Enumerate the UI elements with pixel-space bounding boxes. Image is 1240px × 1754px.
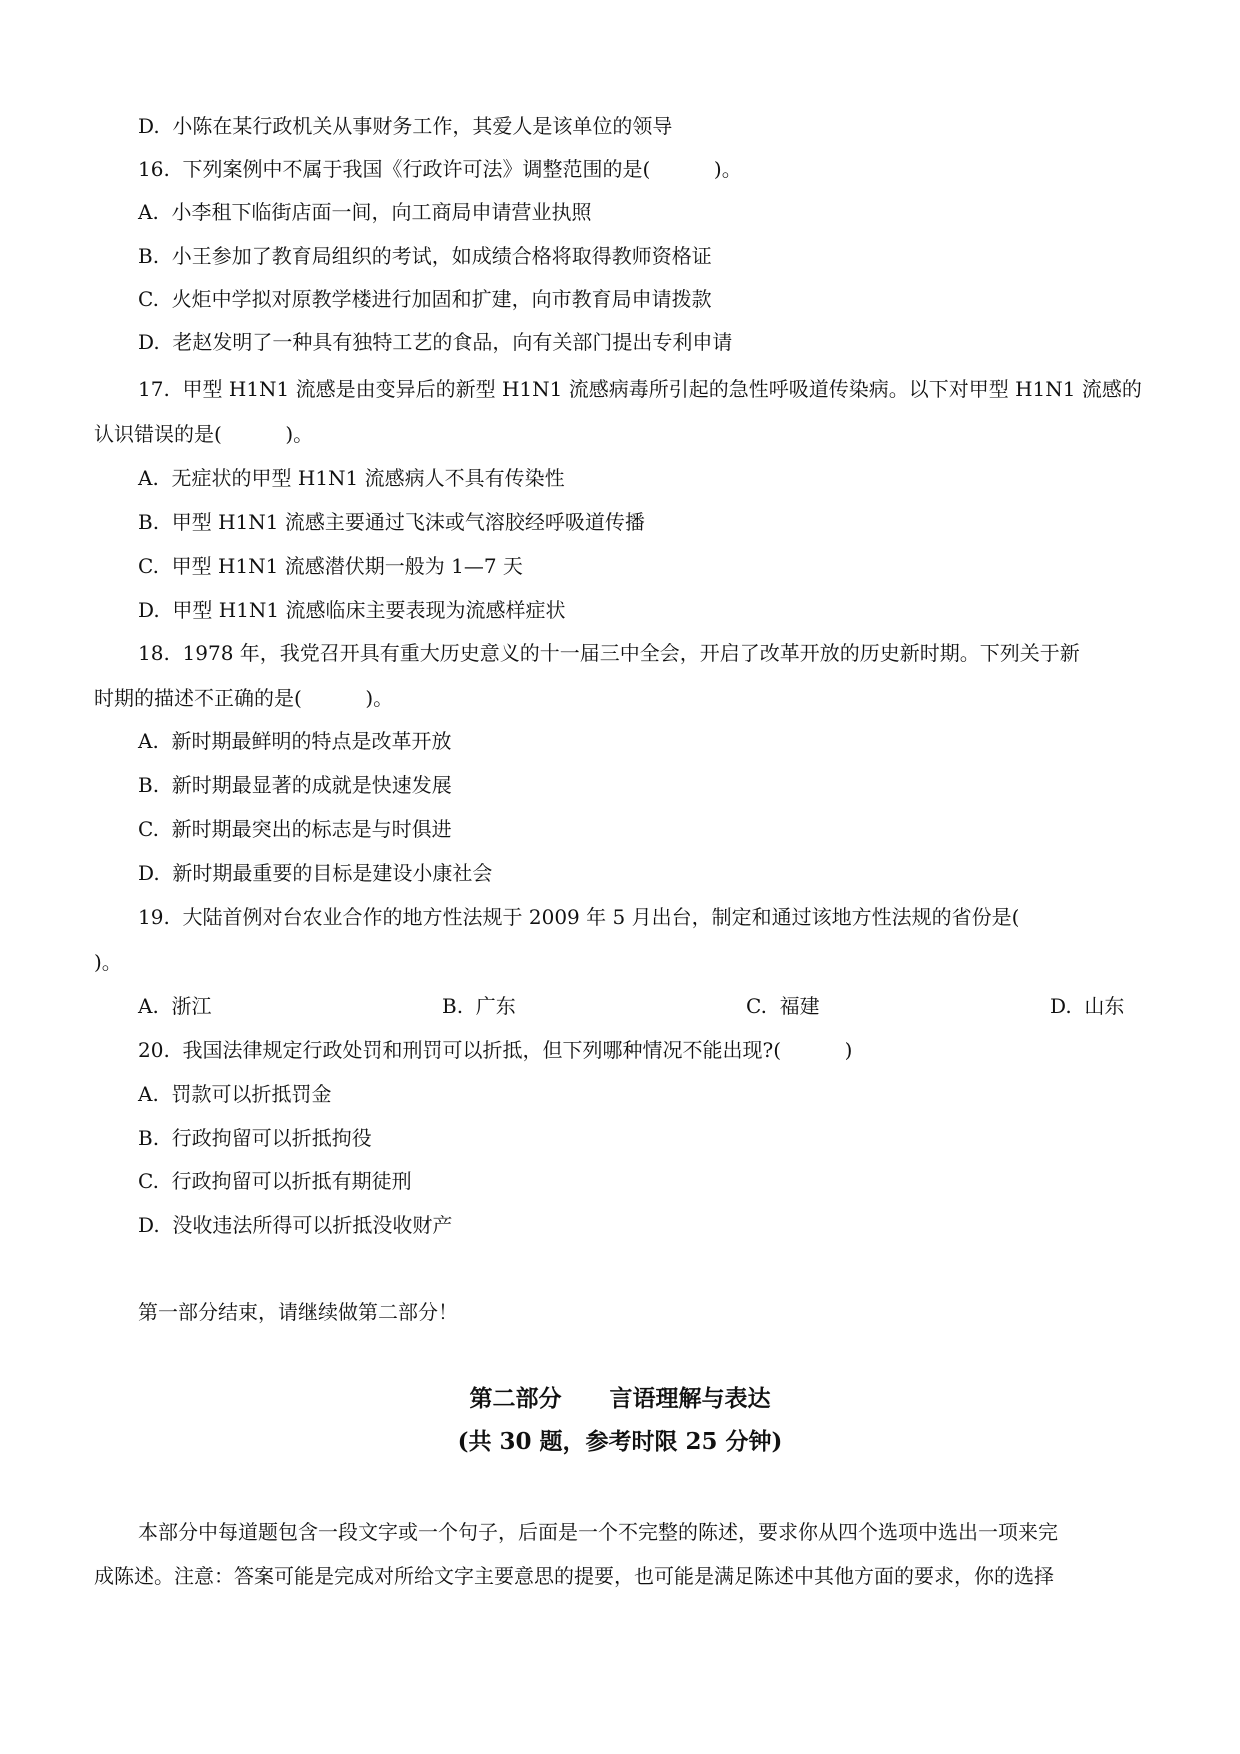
q19-stem-line1: 19. 大陆首例对台农业合作的地方性法规于 2009 年 5 月出台，制定和通过该地方性法规的省份是( bbox=[138, 905, 1020, 929]
q20-option-c: C. 行政拘留可以折抵有期徒刑 bbox=[138, 1169, 412, 1193]
part-two-intro-line1: 本部分中每道题包含一段文字或一个句子，后面是一个不完整的陈述，要求你从四个选项中选出一项来完 bbox=[138, 1520, 1058, 1544]
q17-option-d: D. 甲型 H1N1 流感临床主要表现为流感样症状 bbox=[138, 598, 566, 622]
q20-option-a: A. 罚款可以折抵罚金 bbox=[138, 1082, 332, 1106]
part-two-title: 第二部分 言语理解与表达 bbox=[469, 1385, 771, 1412]
q19-option-d: D. 山东 bbox=[1050, 994, 1125, 1018]
q18-option-a: A. 新时期最鲜明的特点是改革开放 bbox=[138, 729, 452, 753]
q20-option-d: D. 没收违法所得可以折抵没收财产 bbox=[138, 1213, 453, 1237]
q18-option-d: D. 新时期最重要的目标是建设小康社会 bbox=[138, 861, 493, 885]
q16-option-d: D. 老赵发明了一种具有独特工艺的食品，向有关部门提出专利申请 bbox=[138, 330, 733, 354]
q20-option-b: B. 行政拘留可以折抵拘役 bbox=[138, 1126, 372, 1150]
q18-option-c: C. 新时期最突出的标志是与时俱进 bbox=[138, 817, 452, 841]
q19-stem-line2: )。 bbox=[94, 950, 122, 974]
q15-option-d: D. 小陈在某行政机关从事财务工作，其爱人是该单位的领导 bbox=[138, 114, 673, 138]
q16-option-c: C. 火炬中学拟对原教学楼进行加固和扩建，向市教育局申请拨款 bbox=[138, 287, 712, 311]
q19-option-a: A. 浙江 bbox=[138, 994, 212, 1018]
q16-stem: 16. 下列案例中不属于我国《行政许可法》调整范围的是( )。 bbox=[138, 157, 742, 181]
q17-option-b: B. 甲型 H1N1 流感主要通过飞沫或气溶胶经呼吸道传播 bbox=[138, 510, 645, 534]
q18-stem-line2: 时期的描述不正确的是( )。 bbox=[94, 686, 394, 710]
q18-option-b: B. 新时期最显著的成就是快速发展 bbox=[138, 773, 452, 797]
q19-options-row bbox=[0, 992, 1240, 1020]
part-two-subtitle: (共 30 题，参考时限 25 分钟) bbox=[457, 1428, 783, 1455]
q17-stem-line1: 17. 甲型 H1N1 流感是由变异后的新型 H1N1 流感病毒所引起的急性呼吸道传染病。以下对甲型 H1N1 流感的 bbox=[138, 377, 1142, 401]
q20-stem: 20. 我国法律规定行政处罚和刑罚可以折抵，但下列哪种情况不能出现?( ) bbox=[138, 1038, 853, 1062]
q17-option-a: A. 无症状的甲型 H1N1 流感病人不具有传染性 bbox=[138, 466, 565, 490]
q19-option-c: C. 福建 bbox=[746, 994, 820, 1018]
q16-option-a: A. 小李租下临街店面一间，向工商局申请营业执照 bbox=[138, 200, 592, 224]
q19-option-b: B. 广东 bbox=[442, 994, 516, 1018]
part-one-end-note: 第一部分结束，请继续做第二部分！ bbox=[138, 1300, 458, 1324]
q17-option-c: C. 甲型 H1N1 流感潜伏期一般为 1—7 天 bbox=[138, 554, 523, 578]
q18-stem-line1: 18. 1978 年，我党召开具有重大历史意义的十一届三中全会，开启了改革开放的历史新时期。下列关于新 bbox=[138, 641, 1080, 665]
part-two-intro-line2: 成陈述。注意：答案可能是完成对所给文字主要意思的提要，也可能是满足陈述中其他方面的要求，你的选择 bbox=[94, 1564, 1054, 1588]
q17-stem-line2: 认识错误的是( )。 bbox=[94, 422, 314, 446]
q16-option-b: B. 小王参加了教育局组织的考试，如成绩合格将取得教师资格证 bbox=[138, 244, 712, 268]
